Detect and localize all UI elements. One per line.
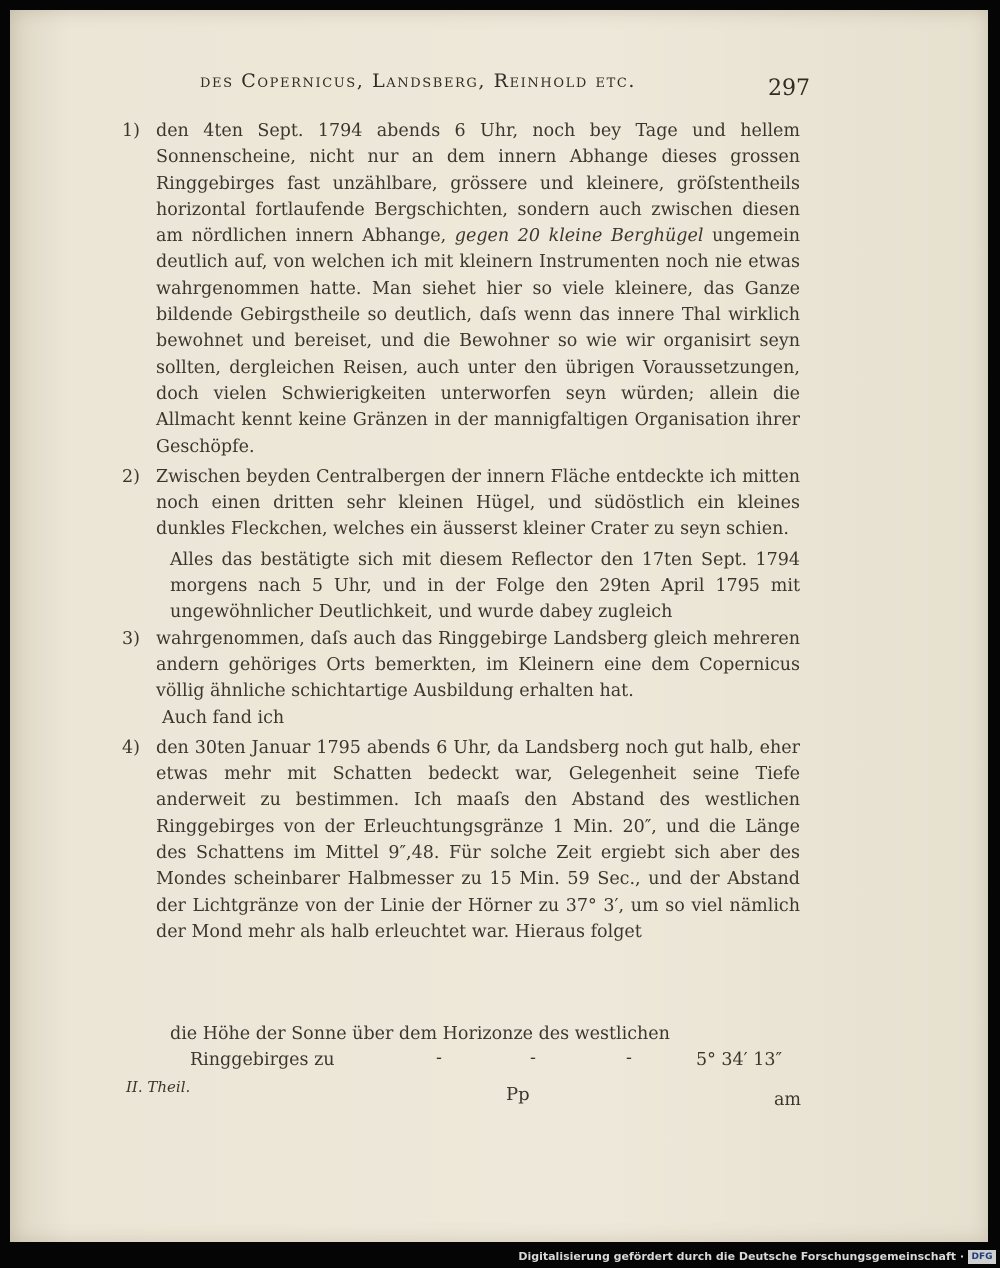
sheet-signature: Pp bbox=[506, 1084, 530, 1105]
dfg-logo-icon: DFG bbox=[968, 1250, 996, 1264]
volume-signature: II. Theil. bbox=[126, 1078, 191, 1096]
numbered-paragraph-1 bbox=[122, 118, 800, 460]
item-text-continued: ungemein deutlich auf, von welchen ich mit kleinern Instrumenten noch nie etwas wahrgenommen hatte. Man siehet hier so viele kleinere, das Ganze bildende Gebirgstheile so deutlich, daſs wenn das innere Thal wirklich bewohnet und bereiset, und die Bewohner so wie wir organisirt seyn sollten, dergleichen Reisen, auch unter den übrigen Voraussetzungen, doch vielen Schwierigkeiten unterworfen seyn würden; allein die Allmacht kennt keine Gränzen in der mannigfaltigen Organisation ihrer Geschöpfe. bbox=[156, 226, 800, 457]
sun-height-intro: die Höhe der Sonne über dem Horizonze des westlichen bbox=[170, 1024, 670, 1044]
digitization-footer bbox=[0, 1248, 1000, 1268]
item-text: den 30ten Januar 1795 abends 6 Uhr, da Landsberg noch gut halb, eher etwas mehr mit Schatten bedeckt war, Gelegenheit seine Tiefe anderweit zu bestimmen. Ich maaſs den Abstand des westlichen Ringgebirges von der Erleuchtungsgränze 1 Min. 20″, und die Länge des Schattens im Mittel 9″,48. Für solche Zeit ergiebt sich aber des Mondes scheinbarer Halbmesser zu 15 Min. 59 Sec., und der Abstand der Lichtgränze von der Linie der Hörner zu 37° 3′, um so viel nämlich der Mond mehr als halb erleuchtet war. Hieraus folget bbox=[156, 737, 800, 942]
paragraph-auch: Auch fand ich bbox=[162, 707, 285, 728]
numbered-paragraph-4 bbox=[122, 735, 800, 945]
sun-height-value: 5° 34′ 13″ bbox=[695, 1050, 782, 1070]
leader-dash: - bbox=[626, 1048, 632, 1068]
book-page bbox=[10, 10, 988, 1242]
item-text: Zwischen beyden Centralbergen der innern Fläche entdeckte ich mitten noch einen dritten sehr kleinen Hügel, und südöstlich ein kleines dunkles Fleckchen, welches ein äusserst kleiner Crater zu seyn schien. bbox=[156, 466, 800, 540]
body-text bbox=[122, 118, 800, 945]
item-number: 4) bbox=[122, 737, 140, 758]
page-content bbox=[10, 10, 988, 1242]
leader-dash: - bbox=[530, 1048, 536, 1068]
leader-dash: - bbox=[436, 1048, 442, 1068]
item-number: 1) bbox=[122, 121, 140, 141]
numbered-paragraph-2 bbox=[122, 464, 800, 543]
sun-height-label: Ringgebirges zu bbox=[190, 1050, 335, 1070]
italic-emphasis: gegen 20 kleine Berghügel bbox=[454, 226, 704, 247]
page-number: 297 bbox=[768, 76, 810, 101]
item-text: den 4ten Sept. 1794 abends 6 Uhr, noch bey Tage und hellem Sonnenscheine, nicht nur an dem innern Abhange dieses grossen Ringgebirges fast unzählbare, grössere und kleinere, gröſstentheils horizontal fortlaufende Bergschichten, sondern auch zwischen diesen am nördlichen innern Abhange, bbox=[156, 121, 800, 247]
item-text: wahrgenommen, daſs auch das Ringgebirge Landsberg gleich mehreren andern gehöriges Orts bemerkten, im Kleinern eine dem Copernicus völlig ähnliche schichtartige Ausbildung erhalten hat. bbox=[156, 628, 800, 702]
sun-height-row bbox=[190, 1050, 802, 1076]
paragraph-alles: Alles das bestätigte sich mit diesem Reflector den 17ten Sept. 1794 morgens nach 5 Uhr, und in der Folge den 29ten April 1795 mit ungewöhnlicher Deutlichkeit, und wurde dabey zugleich bbox=[170, 549, 800, 623]
item-number: 2) bbox=[122, 466, 140, 487]
catchword: am bbox=[774, 1090, 802, 1110]
item-number: 3) bbox=[122, 628, 140, 649]
funding-credit: Digitalisierung gefördert durch die Deutsche Forschungsgemeinschaft · bbox=[518, 1250, 964, 1263]
numbered-paragraph-3 bbox=[122, 626, 800, 705]
running-head: des Copernicus, Landsberg, Reinhold etc. bbox=[200, 70, 637, 92]
